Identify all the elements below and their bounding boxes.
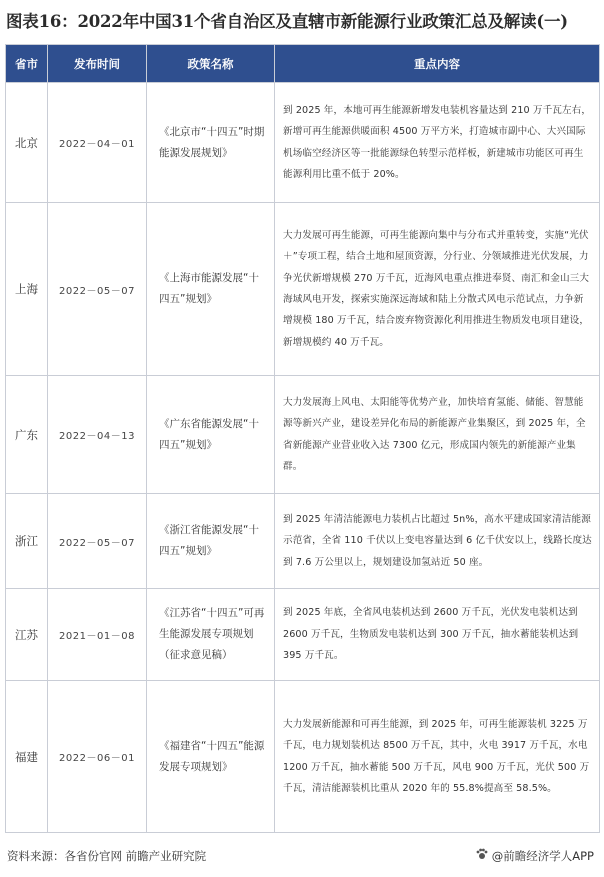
header-date: 发布时间: [48, 45, 147, 83]
content-cell: 大力发展新能源和可再生能源，到 2025 年，可再生能源装机 3225 万千瓦，电力规划装机达 8500 万千瓦，其中，火电 3917 万千瓦，水电 1200 万千瓦，抽水蓄能 500 万千瓦，风电 900 万千瓦，光伏 500 万千瓦，清洁能源装机比重从 2020 年的 55.8%提高至 58.5%。: [275, 681, 600, 833]
table-row: [6, 203, 600, 376]
table-row: [6, 83, 600, 203]
date-cell: 2022－05－07: [48, 203, 147, 376]
header-content: 重点内容: [275, 45, 600, 83]
date-cell: 2022－04－01: [48, 83, 147, 203]
province-cell: 上海: [6, 203, 48, 376]
content-cell: 大力发展海上风电、太阳能等优势产业，加快培育氢能、储能、智慧能源等新兴产业，建设差异化布局的新能源产业集聚区，到 2025 年，全省新能源产业营业收入达 7300 亿元，形成国内领先的新能源产业集群。: [275, 376, 600, 494]
content-cell: 到 2025 年，本地可再生能源新增发电装机容量达到 210 万千瓦左右，新增可再生能源供暖面积 4500 万平方米，打造城市副中心、大兴国际机场临空经济区等一批能源绿色转型示范样板，新建城市功能区可再生能源利用比重不低于 20%。: [275, 83, 600, 203]
header-policy: 政策名称: [147, 45, 275, 83]
date-cell: 2022－06－01: [48, 681, 147, 833]
table-header-row: [6, 45, 600, 83]
province-cell: 江苏: [6, 589, 48, 681]
policy-cell: 《上海市能源发展“十四五”规划》: [147, 203, 275, 376]
page-title: 图表16：2022年中国31个省自治区及直辖市新能源行业政策汇总及解读(一): [6, 12, 568, 31]
province-cell: 浙江: [6, 494, 48, 589]
policy-cell: 《北京市“十四五”时期能源发展规划》: [147, 83, 275, 203]
content-cell: 大力发展可再生能源，可再生能源向集中与分布式并重转变，实施“光伏＋”专项工程，结合土地和屋顶资源，分行业、分领域推进光伏发展，力争光伏新增规模 270 万千瓦，近海风电重点推进奉贤、南汇和金山三大海域风电开发，探索实施深远海域和陆上分散式风电示范试点，力争新增规模 180 万千瓦，结合废弃物资源化利用推进生物质发电项目建设，新增规模约 40 万千瓦。: [275, 203, 600, 376]
date-cell: 2022－05－07: [48, 494, 147, 589]
policy-cell: 《江苏省“十四五”可再生能源发展专项规划（征求意见稿）: [147, 589, 275, 681]
policy-cell: 《浙江省能源发展“十四五”规划》: [147, 494, 275, 589]
table-row: [6, 681, 600, 833]
table-row: [6, 494, 600, 589]
brand-credit: [475, 847, 594, 864]
policy-cell: 《广东省能源发展“十四五”规划》: [147, 376, 275, 494]
policy-table: [5, 44, 600, 833]
province-cell: 北京: [6, 83, 48, 203]
brand-label: @前瞻经济学人APP: [491, 848, 594, 863]
content-cell: 到 2025 年底，全省风电装机达到 2600 万千瓦，光伏发电装机达到 2600 万千瓦，生物质发电装机达到 300 万千瓦，抽水蓄能装机达到 395 万千瓦。: [275, 589, 600, 681]
province-cell: 福建: [6, 681, 48, 833]
content-cell: 到 2025 年清洁能源电力装机占比超过 5n%，高水平建成国家清洁能源示范省，全省 110 千伏以上变电容量达到 6 亿千伏安以上，线路长度达到 7.6 万公里以上，规划建设加氢站近 50 座。: [275, 494, 600, 589]
date-cell: 2021－01－08: [48, 589, 147, 681]
source-note: 资料来源：各省份官网 前瞻产业研究院: [7, 849, 207, 863]
table-row: [6, 376, 600, 494]
policy-cell: 《福建省“十四五”能源发展专项规划》: [147, 681, 275, 833]
header-province: 省市: [6, 45, 48, 83]
table-row: [6, 589, 600, 681]
province-cell: 广东: [6, 376, 48, 494]
date-cell: 2022－04－13: [48, 376, 147, 494]
paw-icon: [475, 847, 489, 864]
